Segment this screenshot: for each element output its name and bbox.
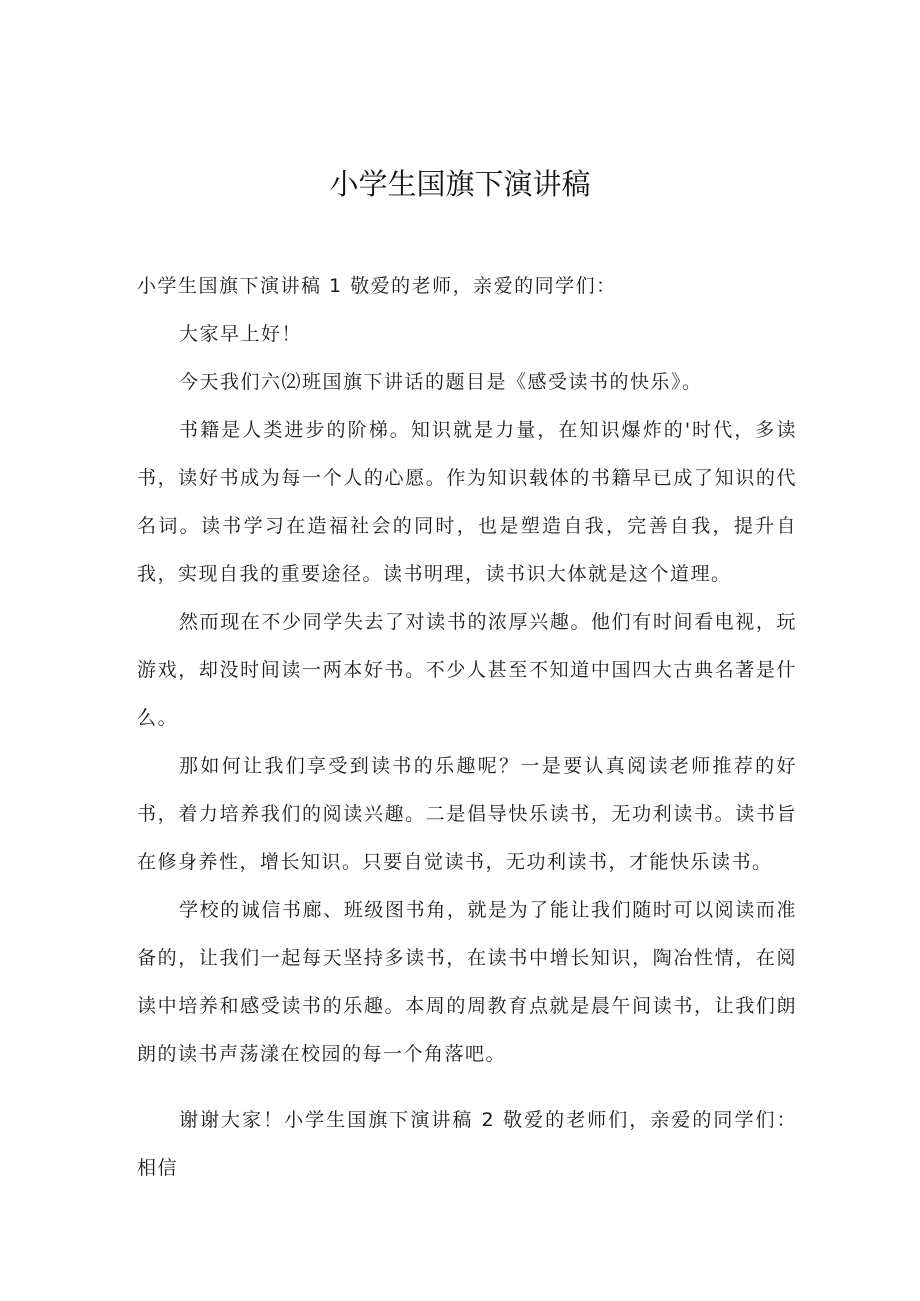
- paragraph-opening: 小学生国旗下演讲稿 1 敬爱的老师，亲爱的同学们：: [137, 275, 617, 297]
- paragraph-greeting: 大家早上好！: [179, 323, 303, 345]
- paragraph-books-ladder: 书籍是人类进步的阶梯。知识就是力量，在知识爆炸的'时代，多读书，读好书成为每一个人的心愿。作为知识载体的书籍早已成了知识的代名词。读书学习在造福社会的同时，也是塑造自我，完善自我，提升自我，实现自我的重要途径。读书明理，读书识大体就是这个道理。: [137, 419, 797, 585]
- paragraph-thanks: 谢谢大家！小学生国旗下演讲稿 2 敬爱的老师们，亲爱的同学们：相信: [137, 1109, 797, 1179]
- paragraph-lost-interest: 然而现在不少同学失去了对读书的浓厚兴趣。他们有时间看电视，玩游戏，却没时间读一两本好书。不少人甚至不知道中国四大古典名著是什么。: [137, 611, 797, 729]
- document-body: [137, 262, 797, 1192]
- paragraph-how-to-enjoy: 那如何让我们享受到读书的乐趣呢？一是要认真阅读老师推荐的好书，着力培养我们的阅读兴趣。二是倡导快乐读书，无功利读书。读书旨在修身养性，增长知识。只要自觉读书，无功利读书，才能快乐读书。: [137, 755, 797, 873]
- paragraph-school-reading: 学校的诚信书廊、班级图书角，就是为了能让我们随时可以阅读而准备的，让我们一起每天坚持多读书，在读书中增长知识，陶冶性情，在阅读中培养和感受读书的乐趣。本周的周教育点就是晨午间读书，让我们朗朗的读书声荡漾在校园的每一个角落吧。: [137, 899, 797, 1065]
- document-title: 小学生国旗下演讲稿: [329, 167, 591, 201]
- paragraph-topic: 今天我们六⑵班国旗下讲话的题目是《感受读书的快乐》。: [179, 371, 703, 393]
